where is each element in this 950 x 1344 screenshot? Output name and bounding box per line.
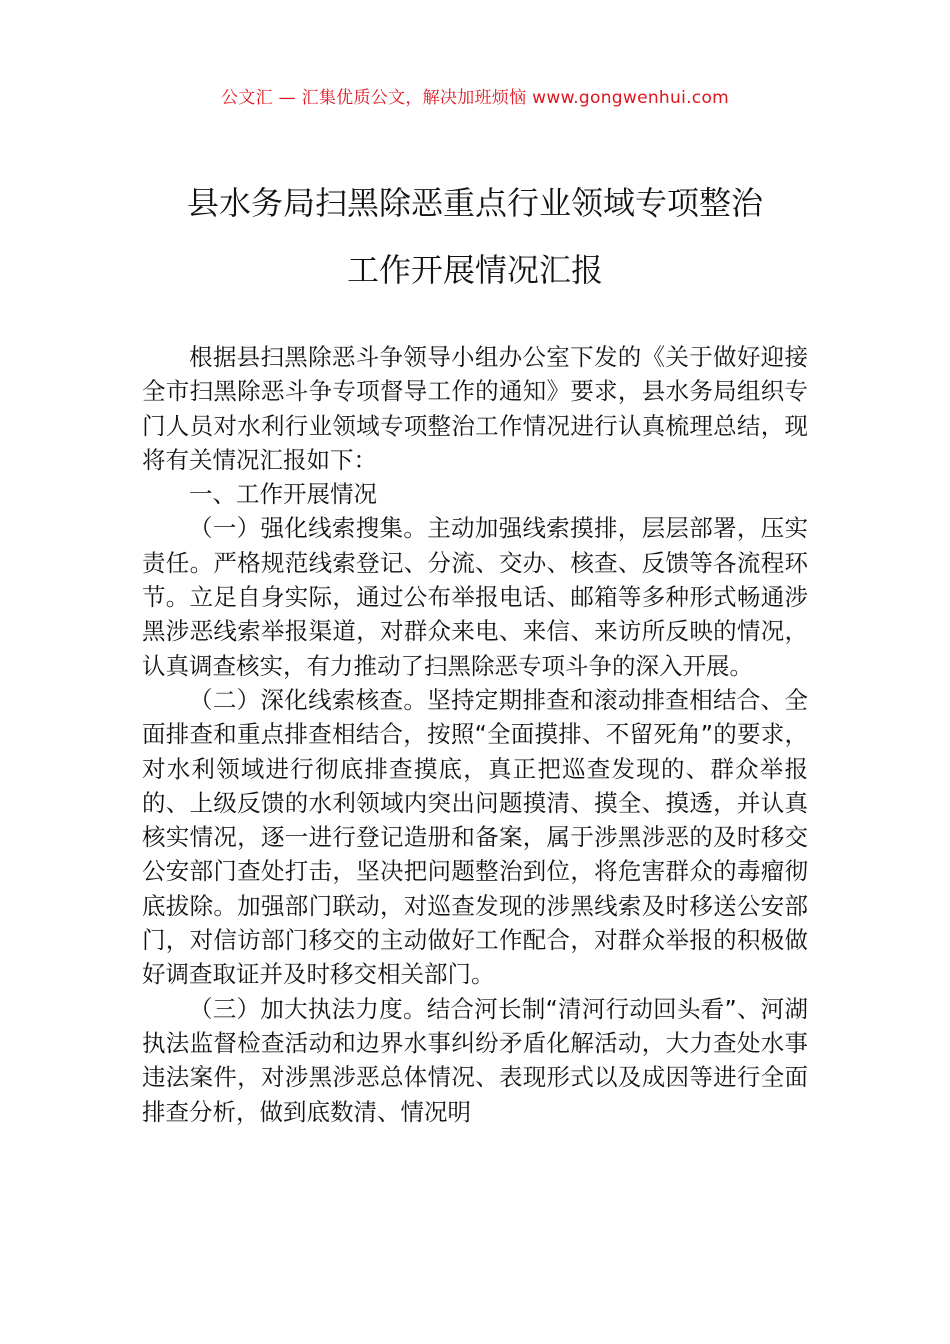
document-body [142, 340, 808, 1129]
paragraph-intro: 根据县扫黑除恶斗争领导小组办公室下发的《关于做好迎接全市扫黑除恶斗争专项督导工作的通知》要求，县水务局组织专门人员对水利行业领域专项整治工作情况进行认真梳理总结，现将有关情况汇报如下： [142, 343, 808, 474]
section-heading: 一、工作开展情况 [189, 480, 377, 509]
paragraph-item-2: （二）深化线索核查。坚持定期排查和滚动排查相结合、全面排查和重点排查相结合，按照“全面摸排、不留死角”的要求，对水利领域进行彻底排查摸底，真正把巡查发现的、群众举报的、上级反馈的水利领域内突出问题摸清、摸全、摸透，并认真核实情况，逐一进行登记造册和备案，属于涉黑涉恶的及时移交公安部门查处打击，坚决把问题整治到位，将危害群众的毒瘤彻底拔除。加强部门联动，对巡查发现的涉黑线索及时移送公安部门，对信访部门移交的主动做好工作配合，对群众举报的积极做好调查取证并及时移交相关部门。 [142, 685, 808, 989]
paragraph-item-3: （三）加大执法力度。结合河长制“清河行动回头看”、河湖执法监督检查活动和边界水事纠纷矛盾化解活动，大力查处水事违法案件，对涉黑涉恶总体情况、表现形式以及成因等进行全面排查分析，做到底数清、情况明 [142, 994, 808, 1126]
watermark-header: 公文汇 — 汇集优质公文，解决加班烦恼 www.gongwenhui.com [220, 88, 730, 108]
paragraph-item-1: （一）强化线索搜集。主动加强线索摸排，层层部署，压实责任。严格规范线索登记、分流、交办、核查、反馈等各流程环节。立足自身实际，通过公布举报电话、邮箱等多种形式畅通涉黑涉恶线索举报渠道，对群众来电、来信、来访所反映的情况，认真调查核实，有力推动了扫黑除恶专项斗争的深入开展。 [142, 514, 808, 680]
document-title-line-2: 工作开展情况汇报 [346, 251, 603, 289]
document-title-line-1: 县水务局扫黑除恶重点行业领域专项整治 [186, 184, 763, 222]
